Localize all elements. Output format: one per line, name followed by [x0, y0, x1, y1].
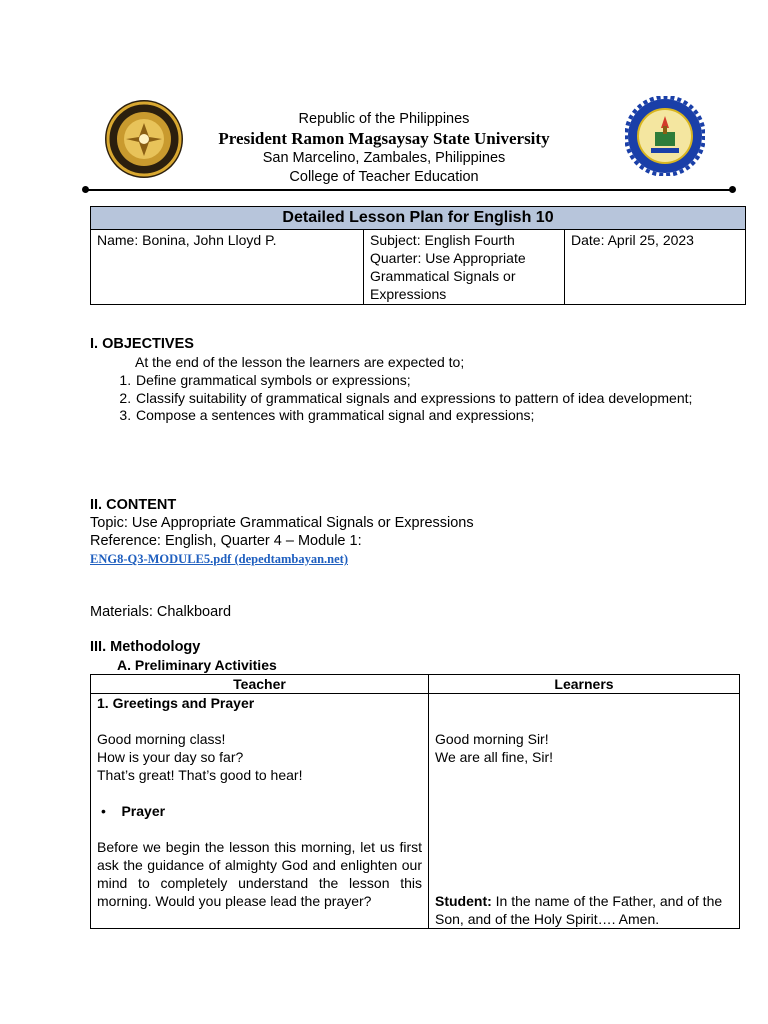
- learners-column-header: Learners: [429, 675, 740, 694]
- teacher-prayer-text: Before we begin the lesson this morning, let us first ask the guidance of almighty God and enlighten our mind to completely understand the lesson this morning. Would you please lead the prayer?: [97, 839, 422, 909]
- preliminary-activities-heading: A. Preliminary Activities: [117, 657, 277, 673]
- objectives-list: [90, 372, 695, 425]
- prayer-bullet: • Prayer: [101, 803, 166, 819]
- teacher-line: Good morning class!: [97, 731, 226, 747]
- greetings-heading: 1. Greetings and Prayer: [97, 695, 255, 711]
- objectives-heading: I. OBJECTIVES: [90, 336, 194, 352]
- student-prayer-text: In the name of the Father, and of the Son, and of the Holy Spirit…. Amen.: [435, 893, 723, 927]
- student-prayer: [435, 892, 733, 928]
- content-materials: Materials: Chalkboard: [90, 604, 232, 620]
- learner-line: Good morning Sir!: [435, 731, 549, 747]
- lesson-plan-info-table: [90, 206, 746, 305]
- learner-line: We are all fine, Sir!: [435, 749, 554, 765]
- teacher-line: How is your day so far?: [97, 749, 244, 765]
- teacher-cell: [91, 694, 429, 929]
- learners-cell: [429, 694, 740, 929]
- objective-item: 2. Classify suitability of grammatical signals and expressions to pattern of idea development;: [135, 390, 695, 408]
- header-address: San Marcelino, Zambales, Philippines: [262, 150, 506, 166]
- header-country: Republic of the Philippines: [298, 111, 470, 127]
- methodology-table: [90, 674, 740, 929]
- header-university: President Ramon Magsaysay State University: [218, 129, 550, 148]
- teacher-name: Name: Bonina, John Lloyd P.: [91, 230, 364, 305]
- objective-item: 1. Define grammatical symbols or expressions;: [135, 372, 695, 390]
- methodology-heading: III. Methodology: [90, 639, 201, 655]
- reference-link[interactable]: ENG8-Q3-MODULE5.pdf (depedtambayan.net): [90, 552, 348, 566]
- content-reference: Reference: English, Quarter 4 – Module 1:: [90, 533, 362, 549]
- lesson-plan-title: Detailed Lesson Plan for English 10: [91, 207, 746, 230]
- content-topic: Topic: Use Appropriate Grammatical Signals or Expressions: [90, 515, 474, 531]
- teacher-column-header: Teacher: [91, 675, 429, 694]
- lesson-subject: Subject: English Fourth Quarter: Use Appropriate Grammatical Signals or Expressions: [364, 230, 565, 305]
- header-college: College of Teacher Education: [289, 169, 479, 185]
- header-divider: [86, 189, 733, 191]
- teacher-line: That’s great! That’s good to hear!: [97, 767, 303, 783]
- content-heading: II. CONTENT: [90, 497, 177, 513]
- prayer-label: Prayer: [121, 803, 166, 819]
- student-label: Student:: [435, 893, 492, 909]
- objective-item: 3. Compose a sentences with grammatical signal and expressions;: [135, 407, 695, 425]
- divider-dot-right: [729, 186, 736, 193]
- objectives-intro: At the end of the lesson the learners are expected to;: [135, 354, 465, 370]
- lesson-date: Date: April 25, 2023: [565, 230, 746, 305]
